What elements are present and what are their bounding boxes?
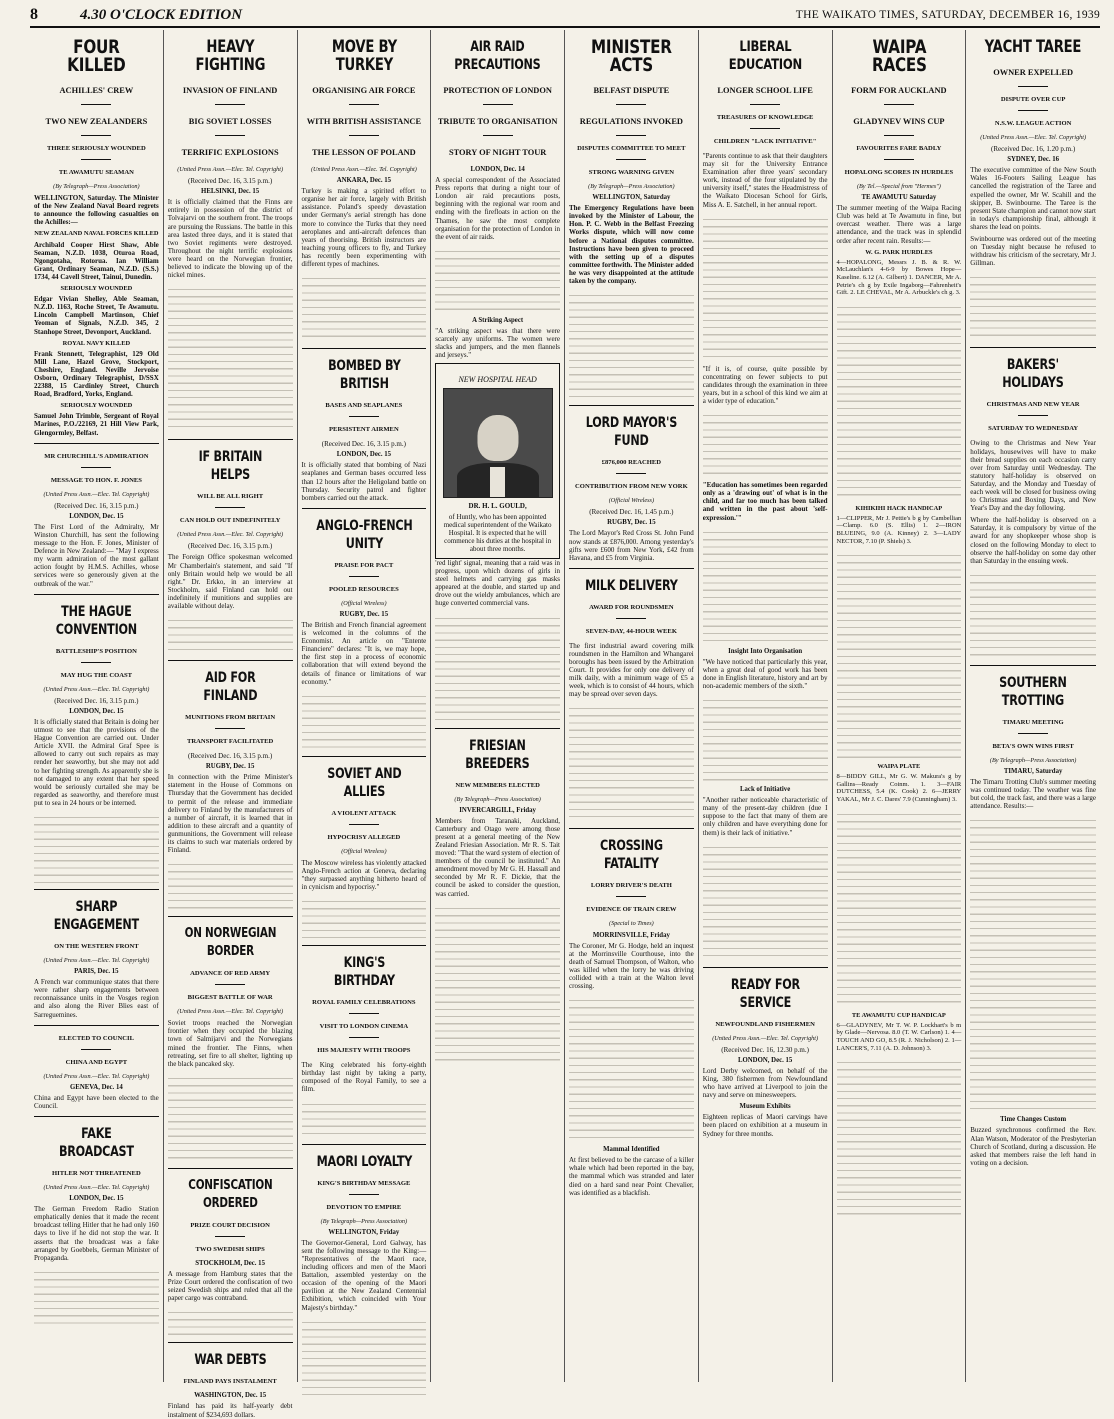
subhead: PROTECTION OF LONDON (443, 86, 552, 95)
article-text: "Education has sometimes been regarded only as a 'drawing out' of what is in the child, and far too much has been talked and written in the past about 'self-expression.'" (702, 481, 828, 522)
headline-liberal-education: LIBERAL EDUCATION (728, 39, 802, 73)
subhead: STRONG WARNING GIVEN (588, 169, 674, 176)
portrait-photo (443, 388, 553, 498)
dateline: MORRINSVILLE, Friday (592, 931, 670, 939)
subhead: ORGANISING AIR FORCE (312, 86, 416, 95)
section-heading: Time Changes Custom (1000, 1116, 1067, 1124)
dateline: RUGBY, Dec. 15 (205, 763, 255, 771)
article-text: Where the half-holiday is observed on a Saturday, it is compulsory by virtue of the award for any shopkeeper whose shop is closed on the following Monday to elect to observe the half-holiday on some day other than Saturday in the ensuing week. (970, 516, 1096, 565)
article-text: The Coroner, Mr G. Hodge, held an inquest at the Morrinsville Courthouse, into the death of Samuel Thompson, of Walton, who was killed when the lorry he was driving collided with a train at the Walton level crossing. (569, 941, 694, 991)
race-heading: WAIPA PLATE (877, 763, 921, 771)
received-line: (Received Dec. 16, 1.45 p.m.) (589, 508, 674, 517)
article-text: It is officially claimed that the Finns are entirely in possession of the district of Tolvajarvi on the southern front. The troops are pursuing the Russians. The battle in this area lasted three days, and it is stated that two Soviet regiments were destroyed. Throughout the night terrific explosions were heard on the Norwegian frontier, believed to indicate the blowing up of the nickel mines. (167, 198, 293, 280)
column-heavy-fighting (164, 30, 298, 1419)
dateline: HELSINKI, Dec. 15 (201, 188, 260, 196)
byline: (By Telegraph—Press Association) (53, 183, 140, 190)
article-text: The Moscow wireless has violently attacked Anglo-French action at Geneva, declaring "they surpassed anything hitherto heard of in cynicism and hypocrisy." (301, 858, 427, 892)
received-line: (Received Dec. 16, 3.15 p.m.) (188, 542, 273, 551)
wire-credit: (United Press Assn.—Elec. Tel. Copyright) (177, 1008, 284, 1016)
wire-credit: (United Press Assn.—Elec. Tel. Copyright) (310, 166, 417, 173)
race-result: 6—GLADYNEV, Mr T. W. P. Lockhart's b m by Glade—Nervosa. 8.0 (T. W. Carlson) 1. 4—TOUCH AND GO, 8.5 (R. J. Nicholson) 2. 1—LANCER'S, 7.11 (A. D. Johnson) 3. (836, 1021, 962, 1052)
list-heading: SERIOUSLY WOUNDED (60, 285, 133, 293)
headline-waipa-races: WAIPA RACES (871, 36, 927, 76)
subhead: MUNITIONS FROM BRITAIN (185, 714, 276, 722)
subhead: CAN HOLD OUT INDEFINITELY (179, 517, 281, 525)
wire-credit: (United Press Assn.—Elec. Tel. Copyright) (43, 685, 150, 693)
subhead: LONGER SCHOOL LIFE (717, 86, 813, 95)
headline-heavy-fighting: HEAVY FIGHTING (195, 37, 265, 74)
headline-yacht-taree: YACHT TAREE (984, 37, 1082, 56)
subhead: BIG SOVIET LOSSES (188, 117, 272, 126)
photo-caption: of Huntly, who has been appointed medical superintendent of the Waikato Hospital. It is expected that he will commence his duties at the hospital in about three months. (443, 512, 552, 553)
subhead: POOLED RESOURCES (328, 585, 399, 593)
headline-bakers-holidays: BAKERS' HOLIDAYS (1002, 357, 1064, 392)
article-text: Owing to the Christmas and New Year holidays, housewives will have to make their bread supplies on each occasion carry over from Saturday until Wednesday. The statutory half-holiday is observed on Saturday, and the Monday and Tuesday of each week will be closed for business owing to Christmas and Boxing Days, and New Year's Day and the day following. (970, 439, 1096, 513)
headline-crossing: CROSSING FATALITY (599, 838, 663, 873)
byline: (By Telegraph—Press Association) (320, 1217, 408, 1225)
headline-southern-trotting: SOUTHERN TROTTING (999, 674, 1067, 709)
article-text: The Governor-General, Lord Galway, has sent the following message to the King:— "Representatives of the Maori race, including officers and men of the Maori Battalion, assembled yesterday on the occasion of the opening of the Maori pavilion at the New Zealand Centennial Exhibition, which coincided with Your Majesty's birthday." (301, 1238, 427, 1312)
dateline: ANKARA, Dec. 15 (336, 177, 392, 185)
photo-feature (435, 363, 560, 559)
subhead: A VIOLENT ATTACK (331, 809, 397, 817)
article-text: A message from Hamburg states that the Prize Court ordered the confiscation of two seized Swedish ships and ruled that all the paper cargo was contraband. (167, 1269, 293, 1303)
subhead: FAVOURITES FARE BADLY (856, 145, 942, 152)
section-heading: Lack of Initiative (740, 786, 791, 794)
column-liberal-education (699, 30, 833, 1382)
wire-credit: (United Press Assn.—Elec. Tel. Copyright) (712, 1034, 819, 1042)
casualty-list: Edgar Vivian Shelley, Able Seaman, N.Z.D. 1163, Roche Street, Te Awamutu. Lincoln Campbell Martinson, Chief Yeoman of Signals, N.Z.D. 345, 2 Stanhope Street, Devonport, Auckland. (34, 295, 159, 336)
subhead: ELECTED TO COUNCIL (58, 1034, 134, 1042)
received-line: (Received Dec. 16, 3.15 p.m.) (188, 177, 273, 186)
subhead: AWARD FOR ROUNDSMEN (589, 603, 674, 611)
received-line: (Received Dec. 16, 3.15 p.m.) (188, 752, 273, 761)
subhead: OWNER EXPELLED (993, 68, 1074, 77)
subhead: TWO NEW ZEALANDERS (45, 117, 148, 126)
subhead: MR CHURCHILL'S ADMIRATION (44, 452, 149, 460)
column-air-raid (431, 30, 565, 1382)
subhead: TE AWAMUTU SEAMAN (58, 169, 134, 176)
article-text: The Lord Mayor's Red Cross St. John Fund now stands at £876,000. Among yesterday's gifts were £600 from New York, £42 from Havana, and £5 from Virginia. (569, 529, 694, 562)
headline-fake: FAKE BROADCAST (58, 1126, 134, 1160)
subhead: ON THE WESTERN FRONT (54, 942, 139, 950)
received-line: (Received Dec. 16, 1.20 p.m.) (991, 145, 1076, 154)
article-text: "A striking aspect was that there were scarcely any uniforms. The women were slacks and jumpers, and the men flannels and jerseys." (435, 326, 560, 360)
headline-air-raid: AIR RAID PRECAUTIONS (454, 39, 541, 73)
article-text: The Timaru Trotting Club's summer meeting was continued today. The weather was fine but cold, the track fast, and there was a large attendance. Results:— (970, 778, 1096, 811)
subhead: PRAISE FOR PACT (334, 561, 394, 569)
column-yacht-taree (966, 30, 1100, 1382)
wire-credit: (United Press Assn.—Elec. Tel. Copyright) (177, 166, 284, 173)
headline-hague: THE HAGUE CONVENTION (55, 603, 137, 638)
race-heading: TE AWAMUTU CUP HANDICAP (851, 1011, 946, 1019)
headline-lord-mayor: LORD MAYOR'S FUND (585, 415, 678, 450)
dateline: TIMARU, Saturday (1003, 767, 1063, 775)
dateline: SYDNEY, Dec. 16 (1007, 156, 1060, 164)
subhead: TRIBUTE TO ORGANISATION (437, 117, 558, 126)
article-text: The first industrial award covering milk roundsmen in the Hamilton and Whangarei boroughs has been issued by the Arbitration Court. It provides for only one delivery of milk daily, with a minimum wage of £5 a week, which is to consist of 44 hours, which may be spread over seven days. (569, 641, 694, 699)
list-heading: SERIOUSLY WOUNDED (60, 402, 133, 410)
subhead: SEVEN-DAY, 44-HOUR WEEK (585, 627, 677, 635)
article-text: The King celebrated his forty-eighth birthday last night by taking a party, composed of the Royal Family, to see a film. (301, 1061, 427, 1094)
dateline: RUGBY, Dec. 15 (339, 610, 389, 618)
subhead: EVIDENCE OF TRAIN CREW (586, 906, 677, 914)
wire-credit: (United Press Assn.—Elec. Tel. Copyright) (43, 1072, 150, 1080)
subhead: SATURDAY TO WEDNESDAY (988, 425, 1079, 433)
article-text: The Foreign Office spokesman welcomed Mr Chamberlain's statement, and said "If only Britain would help we would be all right." Dr. Erkko, in an interview at Stockholm, said Finland can hold out indefinitely if munitions and supplies are available without delay. (167, 553, 293, 610)
race-result: 8—BIDDY GILL, Mr G. W. Makura's g by Gallins—Ready Coinm. 1. 3—FAIR DUTCHESS, 5.4 (K. Cook) 2. 6—JERRY YAKAL, Mr J. C. Dares' 7.9 (Cunningham) 3. (836, 773, 962, 804)
article-text: "If it is, of course, quite possible by concentrating on fewer subjects to put candidates through the examination in three years, but in a school of this kind we aim at a wider type of education." (702, 364, 828, 406)
byline: (By Telegraph—Press Association) (454, 795, 541, 803)
wire-credit: (United Press Assn.—Elec. Tel. Copyright) (980, 134, 1087, 141)
subhead: TERRIFIC EXPLOSIONS (181, 148, 279, 157)
subhead: INVASION OF FINLAND (182, 86, 278, 95)
subhead: BIGGEST BATTLE OF WAR (187, 994, 273, 1002)
section-heading: Insight Into Organisation (728, 647, 803, 655)
column-move-by-turkey (298, 30, 432, 1382)
received-line: (Received Dec. 16, 3.15 p.m.) (321, 440, 406, 449)
article-text: The First Lord of the Admiralty, Mr Winston Churchill, has sent the following message to the Hon. F. Jones, Minister of Defence in New Zealand:— "May I express my warm admiration of the most gallant action fought by H.M.S. Achilles, whose services were so generously given at the outbreak of the war." (34, 522, 159, 588)
list-heading: NEW ZEALAND NAVAL FORCES KILLED (34, 230, 159, 238)
subhead: BASES AND SEAPLANES (325, 402, 403, 410)
wire-credit: (Official Wireless) (341, 847, 387, 855)
race-result: 1—CLIPPER, Mr J. Pettie's b g by Cambellian—Clamp. 6.0 (S. Ellis) 1. 2—IRON BLUEING, 9.0 (A. Kinney) 2. 3—LADY NECTOR, 7.10 (P. Shiels) 3. (836, 514, 962, 545)
wire-credit: (United Press Assn.—Elec. Tel. Copyright) (43, 490, 150, 498)
feature-title: NEW HOSPITAL HEAD (458, 375, 537, 385)
headline-aid-finland: AID FOR FINLAND (203, 670, 258, 705)
paper-date-line: THE WAIKATO TIMES, SATURDAY, DECEMBER 16, 1939 (795, 9, 1100, 21)
dateline: LONDON, Dec. 15 (336, 451, 392, 459)
dateline: INVERCARGILL, Friday (459, 806, 536, 814)
subhead: STORY OF NIGHT TOUR (448, 148, 547, 157)
dateline: LONDON, Dec. 15 (69, 707, 124, 715)
column-minister-acts (565, 30, 699, 1382)
subhead: THE LESSON OF POLAND (312, 148, 416, 157)
subhead: TREASURES OF KNOWLEDGE (716, 114, 814, 121)
subhead: VISIT TO LONDON CINEMA (319, 1023, 409, 1031)
subhead: BATTLESHIP'S POSITION (55, 647, 137, 655)
dateline: RUGBY, Dec. 15 (607, 519, 656, 527)
dateline: STOCKHOLM, Dec. 15 (195, 1259, 265, 1267)
headline-friesian: FRIESIAN BREEDERS (465, 737, 530, 772)
dateline: PARIS, Dec. 15 (74, 968, 119, 976)
subhead: WITH BRITISH ASSISTANCE (306, 117, 422, 126)
headline-war-debts: WAR DEBTS (194, 1352, 267, 1369)
dateline: LONDON, Dec. 15 (69, 512, 124, 520)
columns (30, 30, 1100, 1419)
subhead: ACHILLES' CREW (59, 86, 134, 95)
section-heading: Mammal Identified (603, 1146, 660, 1154)
article-text: At first believed to be the carcase of a killer whale which had been reported in the bay, the mammal which was stranded and later died on a hard sand near Point Chevalier, was identified as a blackfish. (569, 1156, 694, 1197)
subhead: CHRISTMAS AND NEW YEAR (986, 401, 1080, 409)
subhead: DISPUTE OVER CUP (1000, 96, 1066, 103)
section-heading: A Striking Aspect (472, 316, 524, 324)
headline-britain-helps: IF BRITAIN HELPS (198, 449, 262, 484)
article-text: The executive committee of the New South Wales 16-Footers Sailing League has cancelled the registration of the Taree and expelled the owner, Mr W. Scahill and the skipper, B. Swinbourne. The Taree is the present State champion and cannot now start in today's championship final, although it shares the lead on points. (970, 166, 1096, 231)
section-heading: Museum Exhibits (739, 1103, 791, 1111)
article-text: Lord Derby welcomed, on behalf of the King, 380 fishermen from Newfoundland who have arrived at Liverpool to join the navy and serve on minesweepers. (702, 1066, 828, 1100)
subhead: HYPOCRISY ALLEGED (327, 833, 401, 841)
dateline: WASHINGTON, Dec. 15 (194, 1392, 267, 1400)
dateline: WELLINGTON, Friday (328, 1228, 400, 1236)
subhead: TWO SWEDISH SHIPS (195, 1245, 265, 1253)
subhead: HITLER NOT THREATENED (52, 1170, 141, 1177)
headline-ready-for-service: READY FOR SERVICE (730, 976, 800, 1011)
article-text: It is officially stated that bombing of Nazi seaplanes and German bases occurred less than 12 hours after the Heligoland battle on Thursday. Security patrol and fighter bombers carried out the attack. (301, 461, 427, 502)
headline-norwegian-border: ON NORWEGIAN BORDER (184, 926, 276, 960)
dateline: GENEVA, Dec. 14 (70, 1083, 123, 1091)
article-text: "We have noticed that particularly this year, when a great deal of good work has been done in English literature, history and art by non-academic members of the sixth." (702, 657, 828, 690)
article-text: Buzzed synchronous confirmed the Rev. Alan Watson, Moderator of the Presbyterian Church of Scotland, during a discussion. He asked that members raise the left hand in voting on a decision. (970, 1126, 1096, 1167)
subhead: NEW MEMBERS ELECTED (455, 781, 540, 789)
race-heading: KIHIKIHI HACK HANDICAP (855, 504, 943, 512)
subhead: N.S.W. LEAGUE ACTION (994, 120, 1072, 127)
subhead: ROYAL FAMILY CELEBRATIONS (312, 999, 416, 1007)
article-text: In connection with the Prime Minister's statement in the House of Commons on Thursday that the Government has decided to permit of the release and immediate delivery to Finland by the manufacturers of a number of aircraft, it is learned that in addition to these aircraft and a quantity of gunmunitions, the Government will release its claims to such war materials ordered by Finland. (167, 773, 293, 855)
article-text: Soviet troops reached the Norwegian frontier when they occupied the blazing town of Salmijarvi and the Norwegians mined the frontier. The Finns, when retreating, set fire to all shelter, lighting up the black pancaked sky. (167, 1019, 293, 1068)
wire-credit: (United Press Assn.—Elec. Tel. Copyright) (177, 531, 284, 539)
list-heading: ROYAL NAVY KILLED (62, 339, 131, 347)
article-text: The German Freedom Radio Station emphatically denies that it made the recent broadcast telling Hitler that he had only 160 days to live if he did not stop the war. It asserts that the broadcast was a fake arranged by Goebbels, German Minister of Propaganda. (34, 1205, 159, 1262)
subhead: THREE SERIOUSLY WOUNDED (47, 145, 146, 152)
article-text: "Parents continue to ask that their daughters may sit for the University Entrance Examination after three years' secondary work, instead of the four stipulated by the university itself," states the Headmistress of the Waikato Diocesan School for Girls, Miss A. E. Satchell, in her annual report. (702, 152, 828, 209)
article-text: Turkey is making a spirited effort to organise her air force, largely with British assistance. Poland's speedy devastation under Germany's aerial strength has done more to convince the Turks that they need aeroplanes and anti-aircraft defences than years of theorising. British instructors are teaching young officers to fly, and Turkey has recently been experimenting with different types of machines. (301, 187, 427, 269)
article-text: WELLINGTON, Saturday. The Minister of the New Zealand Naval Board regrets to announce the following casualties on the Achilles:— (34, 194, 159, 227)
headline-maori-loyalty: MAORI LOYALTY (316, 1153, 412, 1170)
subhead: FINLAND PAYS INSTALMENT (183, 1378, 277, 1386)
subhead: NEWFOUNDLAND FISHERMEN (715, 1020, 815, 1028)
article-text: Swinbourne was ordered out of the meeting on Tuesday night because he refused to withdraw his criticism of the secretary, Mr J. Gillman. (970, 235, 1096, 268)
race-heading: W. G. PARK HURDLES (865, 248, 933, 256)
subhead: WILL BE ALL RIGHT (197, 493, 264, 501)
subhead: £876,000 REACHED (601, 459, 662, 467)
wire-credit: (Official Wireless) (341, 599, 387, 607)
article-text: Finland has paid its half-yearly debt instalment of $234,693 dollars. (167, 1402, 293, 1419)
headline-minister-acts: MINISTER ACTS (591, 36, 672, 76)
dateline: TE AWAMUTU Saturday (861, 194, 937, 202)
received-line: (Received Dec. 16, 3.15 p.m.) (54, 501, 139, 510)
dateline: LONDON, Dec. 15 (737, 1056, 793, 1064)
column-four-killed (30, 30, 164, 1382)
article-text: The summer meeting of the Waipa Racing Club was held at Te Awamutu in fine, but overcast weather. There was a large attendance, and the track was in splendid order after recent rain. Results:— (836, 204, 962, 245)
article-text: The British and French financial agreement is welcomed in the columns of the Economist. An article on "Entente Financiere" declares: "It is, we may hope, the first step in a process of economic collaboration that will extend beyond the details of finance or limitations of war economy." (301, 620, 427, 686)
article-text: 'red light' signal, meaning that a raid was in progress, upon which dozens of girls in steel helmets and carrying gas masks appeared at the double, and started up and drove out the wieldy ambulances, which are huge converted commercial vans. (435, 558, 560, 608)
byline: (By Telegraph—Press Association) (588, 183, 675, 190)
subhead: REGULATIONS INVOKED (579, 117, 683, 126)
byline: (By Telegraph—Press Association) (989, 756, 1077, 764)
column-waipa-races (833, 30, 967, 1382)
subhead: DEVOTION TO EMPIRE (326, 1203, 402, 1211)
subhead: MAY HUG THE COAST (60, 671, 133, 679)
byline: (By Tel.—Special from "Hermes") (856, 183, 941, 190)
headline-confiscation: CONFISCATION ORDERED (188, 1177, 273, 1211)
wire-credit: (Official Wireless) (608, 497, 655, 505)
casualty-list: Frank Stennett, Telegraphist, 129 Old Mill Lane, Hazel Grove, Stockport, Cheshire, England. Neville Jervoise Osborn, Ordinary Telegraphist, D/SSX 22388, 15 Cardinley Street, Church Road, Bradford, Yorks, England. (34, 349, 159, 399)
photo-name: DR. H. L. GOULD, (468, 502, 527, 511)
subhead: CHILDREN "LACK INITIATIVE" (713, 138, 817, 145)
subhead: CONTRIBUTION FROM NEW YORK (575, 483, 688, 491)
subhead: TRANSPORT FACILITATED (186, 738, 274, 746)
article-text: Members from Taranaki, Auckland, Canterbury and Otago were among those present at a general meeting of the New Zealand Friesian Association. Mr R. S. Tait moved: "That the ward system of election of members of the council be instituted." An amendment moved by Mr G. H. Hassall and seconded by Mr R. F. Dickie, that the council be asked to consider the question, was carried. (435, 816, 560, 898)
headline-kings-birthday: KING'S BIRTHDAY (333, 955, 395, 990)
article-text: China and Egypt have been elected to the Council. (34, 1093, 159, 1110)
subhead: PERSISTENT AIRMEN (329, 426, 399, 434)
received-line: (Received Dec. 16, 12.30 p.m.) (721, 1045, 809, 1054)
article-text: It is officially stated that Britain is doing her utmost to see that the provisions of the Hague Convention are carried out. Under Article XVII. the Admiral Graf Spee is allowed to carry out such repairs as may render her seaworthy, but she may not add to her fighting strength. As apparently she is not damaged to any extent that her speed would be seriously curtailed she may be regarded as seaworthy, and therefore must put to sea in 24 hours or be interned. (34, 717, 159, 807)
subhead: BELFAST DISPUTE (593, 86, 670, 95)
dateline: WELLINGTON, Saturday (592, 194, 671, 202)
masthead (30, 4, 1100, 28)
subhead: TIMARU MEETING (1002, 718, 1064, 726)
headline-bombed: BOMBED BY BRITISH (327, 358, 401, 393)
article-text: Eighteen replicas of Maori carvings have been placed on exhibition at a museum in Sydney for three months. (702, 1113, 828, 1138)
headline-four-killed: FOUR KILLED (67, 36, 126, 76)
subhead: CHINA AND EGYPT (65, 1058, 128, 1066)
headline-sharp: SHARP ENGAGEMENT (53, 898, 139, 933)
subhead: LORRY DRIVER'S DEATH (590, 882, 672, 890)
subhead: FORM FOR AUCKLAND (851, 86, 947, 95)
headline-move-by-turkey: MOVE BY TURKEY (331, 37, 397, 74)
received-line: (Received Dec. 16, 3.15 p.m.) (54, 696, 139, 705)
byline: (Special to Times) (609, 920, 654, 928)
edition-label: 4.30 O'CLOCK EDITION (80, 6, 243, 23)
subhead: MESSAGE TO HON. F. JONES (50, 476, 142, 484)
race-result: 4—HOPALONG, Messrs J. B. & R. W. McLauchlan's 4-6-9 by Bowes Hope—Kaseline. 6.12 (A. Gilbert) 1. DANCER, Mr A. Petrie's ch g by Exile Ingaborg—Fahrenheit's Gift. 2. LE CHEVAL, Mr A. Arbuckle's ch g. 3. (836, 258, 962, 297)
subhead: BETA'S OWN WINS FIRST (992, 742, 1074, 750)
subhead: HIS MAJESTY WITH TROOPS (317, 1047, 411, 1055)
dateline: LONDON, Dec. 14 (470, 166, 525, 173)
article-text: A special correspondent of the Associated Press reports that during a night tour of London air raid precautions posts, beginning with the regional war room and ending with the firefloats in action on the Thames, he saw the most complete organisation for the protection of London in the event of air raids. (435, 176, 560, 241)
casualty-list: Samuel John Trimble, Sergeant of Royal Marines, P.O./22169, 21 Hill View Park, Glengormley, Belfast. (34, 412, 159, 437)
article-text: The Emergency Regulations have been invoked by the Minister of Labour, the Hon. P. C. Webb in the Belfast Freezing Works dispute, which will now come before a National disputes committee. Instructions have been given to proceed with the setting up of a disputes committee forthwith. The Minister added he was very disappointed at the attitude taken by the company. (569, 204, 694, 286)
subhead: DISPUTES COMMITTEE TO MEET (577, 145, 686, 152)
subhead: PRIZE COURT DECISION (190, 1221, 270, 1229)
dateline: LONDON, Dec. 15 (69, 1195, 124, 1203)
subhead: ADVANCE OF RED ARMY (190, 970, 271, 978)
article-text: A French war communique states that there were rather sharp engagements between reconnaissance units in the Vosges region and also along the River Blies east of Sarreguemines. (34, 978, 159, 1019)
headline-anglo-french: ANGLO-FRENCH UNITY (315, 517, 413, 552)
wire-credit: (United Press Assn.—Elec. Tel. Copyright) (43, 1184, 150, 1191)
page-number: 8 (30, 6, 38, 23)
headline-soviet-allies: SOVIET AND ALLIES (326, 765, 401, 800)
subhead: KING'S BIRTHDAY MESSAGE (317, 1179, 411, 1187)
subhead: GLADYNEV WINS CUP (853, 117, 945, 126)
subhead: HOPALONG SCORES IN HURDLES (844, 169, 954, 176)
headline-milk: MILK DELIVERY (585, 577, 678, 594)
casualty-list: Archibald Cooper Hirst Shaw, Able Seaman, N.Z.D. 1038, Oturoa Road, Ngongotaha, Rotorua. Ian William Grant, Ordinary Seaman, N.Z.D. (S.S.) 1734, 44 Cavell Street, Tainui, Dunedin. (34, 240, 159, 281)
article-text: "Another rather noticeable characteristic of many of the present-day children (due I suppose to the fact that many of them are only children and have everything done for them) is their lack of initiative." (702, 796, 828, 837)
wire-credit: (United Press Assn.—Elec. Tel. Copyright) (43, 956, 150, 964)
